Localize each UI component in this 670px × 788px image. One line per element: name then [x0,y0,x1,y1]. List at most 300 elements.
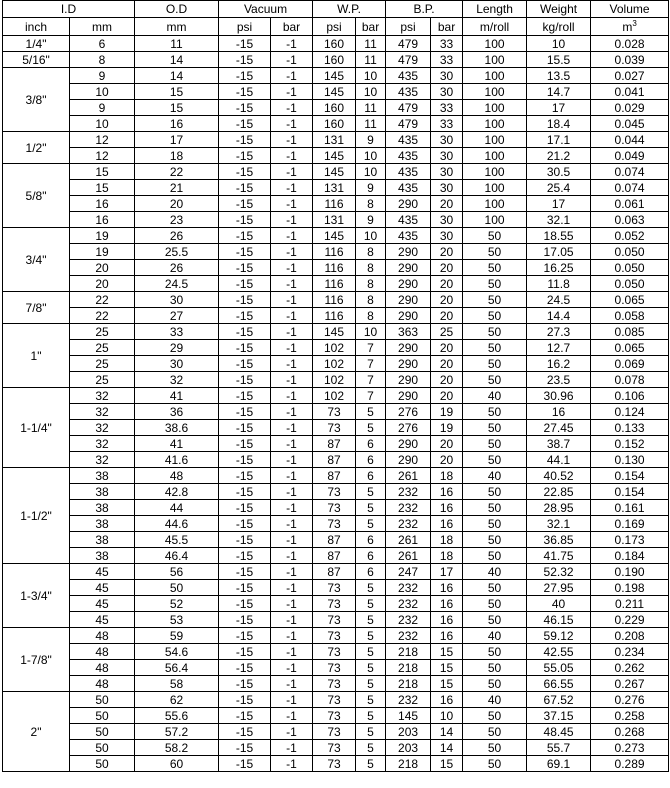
table-cell: 0.049 [591,148,669,164]
table-cell: 20 [431,436,463,452]
table-cell: 7 [356,372,386,388]
table-cell: 50 [70,756,135,772]
table-cell: 56.4 [135,660,219,676]
unit-wp-bar: bar [356,18,386,36]
table-cell: -15 [219,436,271,452]
table-cell: 10 [356,324,386,340]
table-cell: -1 [271,580,313,596]
table-cell: 0.044 [591,132,669,148]
table-cell: 5 [356,596,386,612]
table-cell: 33 [135,324,219,340]
table-cell: 60 [135,756,219,772]
table-cell: 32 [135,372,219,388]
table-row [3,740,669,756]
table-cell: 160 [313,100,356,116]
table-cell: 0.124 [591,404,669,420]
header-volume: Volume [591,1,669,18]
table-cell: 6 [356,452,386,468]
table-cell: 12 [70,132,135,148]
table-cell: 25 [70,356,135,372]
table-cell: 7 [356,356,386,372]
table-cell: 102 [313,340,356,356]
table-cell: 435 [386,84,431,100]
table-cell: 100 [463,68,527,84]
table-cell: 19 [70,244,135,260]
size-inch-cell: 3/4" [3,228,70,292]
table-cell: 0.045 [591,116,669,132]
table-cell: 40.52 [527,468,591,484]
table-cell: 25 [70,372,135,388]
table-cell: 26 [135,260,219,276]
table-row [3,644,669,660]
table-cell: 116 [313,196,356,212]
table-cell: 48 [70,676,135,692]
table-cell: 0.198 [591,580,669,596]
table-cell: 290 [386,436,431,452]
table-cell: 11 [356,116,386,132]
table-cell: 290 [386,356,431,372]
table-cell: 290 [386,292,431,308]
table-cell: 0.028 [591,36,669,52]
table-cell: 50 [463,676,527,692]
table-cell: 50 [463,228,527,244]
unit-length: m/roll [463,18,527,36]
table-cell: 40 [463,628,527,644]
size-inch-cell: 1-1/4" [3,388,70,468]
table-cell: 0.065 [591,292,669,308]
table-cell: 18 [431,532,463,548]
table-cell: 20 [431,276,463,292]
table-cell: -15 [219,308,271,324]
table-cell: 50 [463,660,527,676]
table-cell: 55.6 [135,708,219,724]
table-cell: 290 [386,244,431,260]
table-cell: 50 [70,724,135,740]
table-cell: 290 [386,276,431,292]
table-cell: 11 [135,36,219,52]
table-cell: 32.1 [527,212,591,228]
table-cell: -15 [219,676,271,692]
table-cell: 5 [356,660,386,676]
table-cell: 14 [431,724,463,740]
table-cell: 145 [313,324,356,340]
table-cell: 0.074 [591,180,669,196]
table-cell: -15 [219,132,271,148]
table-cell: 32 [70,436,135,452]
table-cell: 5 [356,484,386,500]
table-cell: -15 [219,564,271,580]
table-cell: 261 [386,468,431,484]
table-cell: -15 [219,324,271,340]
size-inch-cell: 7/8" [3,292,70,324]
table-cell: 23.5 [527,372,591,388]
table-cell: 0.106 [591,388,669,404]
table-cell: 435 [386,148,431,164]
table-cell: -1 [271,228,313,244]
table-cell: 59.12 [527,628,591,644]
table-cell: 67.52 [527,692,591,708]
table-cell: 40 [463,564,527,580]
table-cell: 38 [70,468,135,484]
table-cell: 20 [431,340,463,356]
table-cell: -15 [219,660,271,676]
table-cell: 0.130 [591,452,669,468]
size-inch-cell: 1-1/2" [3,468,70,564]
table-row [3,260,669,276]
table-cell: 24.5 [527,292,591,308]
table-cell: -1 [271,564,313,580]
hose-spec-table [2,0,669,772]
table-cell: 21.2 [527,148,591,164]
table-cell: -15 [219,292,271,308]
table-cell: 6 [356,564,386,580]
table-cell: 87 [313,532,356,548]
table-cell: 42.8 [135,484,219,500]
table-cell: -1 [271,340,313,356]
table-cell: 20 [431,452,463,468]
table-cell: 0.133 [591,420,669,436]
table-row [3,564,669,580]
table-cell: 50 [463,484,527,500]
table-row [3,36,669,52]
table-cell: 15 [431,660,463,676]
table-cell: 30 [431,68,463,84]
table-cell: 160 [313,36,356,52]
table-cell: -15 [219,500,271,516]
table-cell: 145 [386,708,431,724]
table-cell: 18.55 [527,228,591,244]
table-cell: 0.267 [591,676,669,692]
table-row [3,52,669,68]
table-cell: 56 [135,564,219,580]
table-cell: -1 [271,708,313,724]
size-inch-cell: 5/8" [3,164,70,228]
table-cell: 73 [313,676,356,692]
table-cell: 435 [386,164,431,180]
table-cell: 18 [135,148,219,164]
table-cell: -15 [219,84,271,100]
table-cell: 0.041 [591,84,669,100]
table-cell: 15 [135,84,219,100]
table-cell: -1 [271,500,313,516]
table-cell: 102 [313,372,356,388]
table-cell: 50 [463,452,527,468]
table-cell: 8 [356,260,386,276]
table-cell: 28.95 [527,500,591,516]
table-cell: -15 [219,724,271,740]
table-cell: 218 [386,644,431,660]
table-row [3,324,669,340]
table-row [3,708,669,724]
table-cell: 50 [463,324,527,340]
table-cell: 73 [313,724,356,740]
table-cell: 55.05 [527,660,591,676]
table-cell: 30 [431,84,463,100]
table-cell: 0.029 [591,100,669,116]
table-cell: -15 [219,756,271,772]
table-cell: 20 [70,276,135,292]
table-cell: 19 [431,420,463,436]
table-cell: 15 [70,164,135,180]
table-cell: -1 [271,548,313,564]
table-cell: 73 [313,644,356,660]
table-cell: 18 [431,468,463,484]
table-cell: 59 [135,628,219,644]
table-cell: 50 [463,596,527,612]
table-cell: 15.5 [527,52,591,68]
table-cell: 9 [70,100,135,116]
table-cell: 27.45 [527,420,591,436]
table-cell: -1 [271,724,313,740]
header-od: O.D [135,1,219,18]
table-cell: 100 [463,36,527,52]
table-cell: 100 [463,116,527,132]
table-cell: 50 [463,612,527,628]
table-cell: 33 [431,116,463,132]
table-cell: 44.6 [135,516,219,532]
table-cell: 0.273 [591,740,669,756]
table-cell: 17 [527,196,591,212]
table-cell: 5 [356,500,386,516]
table-row [3,100,669,116]
table-cell: 40 [527,596,591,612]
table-cell: -1 [271,676,313,692]
table-cell: 0.039 [591,52,669,68]
table-cell: 0.065 [591,340,669,356]
table-row [3,276,669,292]
table-cell: 33 [431,52,463,68]
table-cell: 0.154 [591,468,669,484]
table-cell: 87 [313,548,356,564]
table-cell: 5 [356,612,386,628]
table-cell: 5 [356,516,386,532]
table-cell: 20 [70,260,135,276]
table-cell: 0.173 [591,532,669,548]
table-cell: 0.169 [591,516,669,532]
table-cell: 20 [431,308,463,324]
table-cell: 5 [356,404,386,420]
table-cell: 25 [70,340,135,356]
table-cell: 218 [386,660,431,676]
table-cell: 33 [431,100,463,116]
table-cell: 50 [463,404,527,420]
table-cell: -15 [219,644,271,660]
table-cell: 25 [70,324,135,340]
table-cell: 100 [463,148,527,164]
table-cell: 48 [135,468,219,484]
table-cell: 0.050 [591,276,669,292]
header-unit-row [3,18,669,36]
table-cell: 276 [386,404,431,420]
table-cell: 33 [431,36,463,52]
table-cell: -1 [271,388,313,404]
table-cell: 13.5 [527,68,591,84]
table-cell: -15 [219,340,271,356]
table-cell: 50 [70,740,135,756]
table-cell: 73 [313,596,356,612]
table-cell: 15 [135,100,219,116]
table-cell: 102 [313,388,356,404]
table-cell: 0.208 [591,628,669,644]
table-cell: 160 [313,52,356,68]
table-cell: 73 [313,660,356,676]
table-cell: 58 [135,676,219,692]
table-cell: 40 [463,468,527,484]
table-cell: 32.1 [527,516,591,532]
table-cell: -15 [219,516,271,532]
table-cell: 11 [356,100,386,116]
table-cell: 30 [431,212,463,228]
table-cell: 0.276 [591,692,669,708]
table-cell: -1 [271,84,313,100]
table-cell: 145 [313,68,356,84]
table-cell: 45 [70,596,135,612]
table-row [3,756,669,772]
table-cell: -1 [271,116,313,132]
table-cell: 8 [356,244,386,260]
table-cell: 23 [135,212,219,228]
table-cell: 52 [135,596,219,612]
table-cell: 20 [431,292,463,308]
table-cell: -1 [271,292,313,308]
unit-bp-bar: bar [431,18,463,36]
table-cell: -15 [219,164,271,180]
table-row [3,148,669,164]
size-inch-cell: 2" [3,692,70,772]
table-cell: 20 [431,388,463,404]
table-cell: 50 [463,708,527,724]
table-cell: 22 [135,164,219,180]
table-cell: 290 [386,388,431,404]
table-cell: 25.4 [527,180,591,196]
table-cell: -15 [219,36,271,52]
table-cell: 9 [356,180,386,196]
table-cell: 50 [463,340,527,356]
table-cell: 32 [70,388,135,404]
table-cell: 17.1 [527,132,591,148]
table-cell: -15 [219,708,271,724]
table-cell: 261 [386,532,431,548]
table-cell: 18.4 [527,116,591,132]
table-cell: 0.161 [591,500,669,516]
table-cell: 14.7 [527,84,591,100]
table-cell: 14 [135,68,219,84]
table-cell: -1 [271,244,313,260]
table-cell: 73 [313,628,356,644]
table-cell: 16 [431,692,463,708]
table-cell: 232 [386,516,431,532]
table-cell: -15 [219,532,271,548]
table-cell: 5 [356,740,386,756]
table-cell: 14.4 [527,308,591,324]
table-cell: 116 [313,292,356,308]
table-cell: 100 [463,180,527,196]
table-cell: 8 [356,292,386,308]
table-cell: 73 [313,484,356,500]
table-cell: 73 [313,756,356,772]
table-row [3,228,669,244]
table-cell: 479 [386,36,431,52]
table-cell: 48 [70,644,135,660]
table-cell: -1 [271,484,313,500]
table-cell: 145 [313,228,356,244]
table-cell: 363 [386,324,431,340]
table-cell: 38 [70,516,135,532]
table-cell: 73 [313,580,356,596]
table-cell: 16.2 [527,356,591,372]
table-cell: -15 [219,468,271,484]
table-cell: 15 [70,180,135,196]
table-cell: 41.75 [527,548,591,564]
table-cell: 0.154 [591,484,669,500]
size-inch-cell: 1-3/4" [3,564,70,628]
table-cell: 22 [70,308,135,324]
table-cell: 232 [386,484,431,500]
table-cell: 42.55 [527,644,591,660]
table-cell: 73 [313,500,356,516]
table-cell: 50 [463,356,527,372]
table-cell: 18 [431,548,463,564]
table-cell: -15 [219,628,271,644]
table-cell: 50 [463,436,527,452]
unit-id-inch: inch [3,18,70,36]
table-cell: 30 [431,148,463,164]
table-cell: 435 [386,228,431,244]
table-cell: 15 [431,644,463,660]
table-cell: 218 [386,676,431,692]
table-cell: 232 [386,692,431,708]
size-inch-cell: 1-7/8" [3,628,70,692]
table-cell: 69.1 [527,756,591,772]
table-cell: 0.234 [591,644,669,660]
table-cell: -1 [271,516,313,532]
table-cell: 30 [431,228,463,244]
table-cell: 50 [463,644,527,660]
table-cell: 435 [386,212,431,228]
table-cell: 6 [356,436,386,452]
table-cell: -1 [271,404,313,420]
table-cell: 16 [431,484,463,500]
table-cell: 11.8 [527,276,591,292]
table-cell: 290 [386,196,431,212]
table-cell: 50 [70,692,135,708]
table-cell: 0.074 [591,164,669,180]
table-cell: 54.6 [135,644,219,660]
table-cell: 0.078 [591,372,669,388]
unit-volume-exp: 3 [632,18,637,28]
table-cell: 66.55 [527,676,591,692]
table-cell: 50 [463,724,527,740]
table-cell: -15 [219,740,271,756]
table-row [3,164,669,180]
table-cell: 5 [356,580,386,596]
unit-volume-base: m [622,19,633,34]
table-cell: 261 [386,548,431,564]
table-row [3,404,669,420]
header-group-row [3,1,669,18]
table-cell: 46.4 [135,548,219,564]
table-cell: 16 [431,516,463,532]
table-cell: 0.052 [591,228,669,244]
size-inch-cell: 1/2" [3,132,70,164]
table-row [3,660,669,676]
table-row [3,372,669,388]
table-cell: 44.1 [527,452,591,468]
table-row [3,548,669,564]
table-cell: -15 [219,548,271,564]
table-cell: -1 [271,148,313,164]
table-cell: 145 [313,148,356,164]
